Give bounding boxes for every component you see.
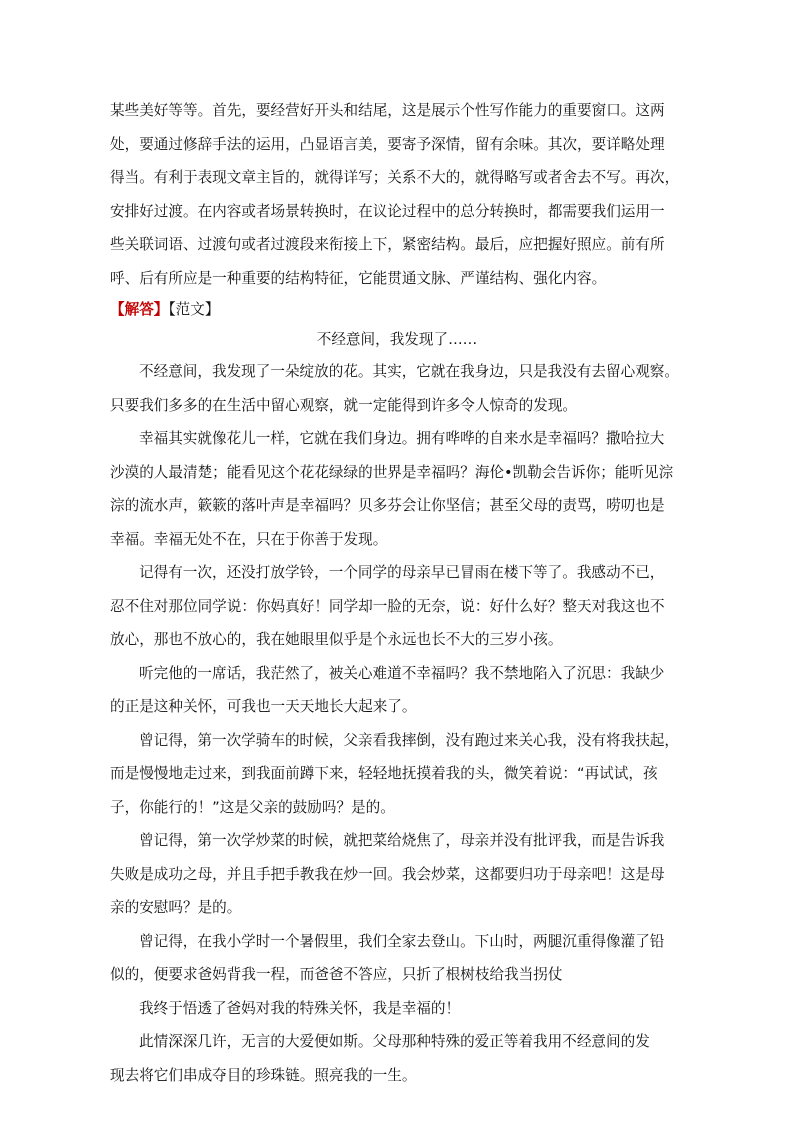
intro-line: 呼、后有所应是一种重要的结构特征，它能贯通文脉、严谨结构、强化内容。 (110, 269, 607, 287)
intro-line: 得当。有利于表现文章主旨的，就得详写；关系不大的，就得略写或者舍去不写。再次， (110, 169, 680, 186)
essay-line: 似的，便要求爸妈背我一程，而爸爸不答应，只折了根树枝给我当拐仗 (110, 966, 563, 983)
sample-essay-label: 【范文】 (168, 301, 220, 318)
essay-title: 不经意间，我发现了…… (316, 331, 478, 348)
essay-line: 曾记得，在我小学时一个暑假里，我们全家去登山。下山时，两腿沉重得像灌了铅 (139, 932, 665, 950)
document-page (110, 94, 684, 1092)
answer-label: 【解答】 (110, 301, 169, 318)
answer-heading (110, 295, 684, 325)
essay-line: 曾记得，第一次学骑车的时候，父亲看我摔倒，没有跑过来关心我，没有将我扶起， (139, 731, 679, 749)
essay-line: 此情深深几许，无言的大爱便如斯。父母那种特殊的爱正等着我用不经意间的发 (139, 1033, 650, 1050)
essay-line: 而是慢慢地走过来，到我面前蹲下来，轻轻地抚摸着我的头，微笑着说：“再试试，孩 (110, 765, 658, 782)
essay-line: 亲的安慰吗？是的。 (110, 899, 242, 916)
essay-line: 只要我们多多的在生活中留心观察，就一定能得到许多令人惊奇的发现。 (110, 396, 578, 414)
essay-line: 放心，那也不放心的，我在她眼里似乎是个永远也长不大的三岁小孩。 (110, 631, 563, 648)
essay-line: 记得有一次，还没打放学铃，一个同学的母亲早已冒雨在楼下等了。我感动不已， (139, 564, 665, 581)
essay-line: 听完他的一席话，我茫然了，被关心难道不幸福吗？我不禁地陷入了沉思：我缺少 (139, 664, 665, 682)
essay-line: 子，你能行的！”这是父亲的鼓励吗？是的。 (110, 798, 395, 816)
intro-line: 某些美好等等。首先，要经营好开头和结尾，这是展示个性写作能力的重要窗口。这两 (110, 102, 665, 119)
essay-line: 不经意间，我发现了一朵绽放的花。其实，它就在我身边，只是我没有去留心观察。 (139, 363, 679, 380)
essay-line: 淙的流水声，簌簌的落叶声是幸福吗？贝多芬会让你坚信；甚至父母的责骂，唠叨也是 (110, 497, 665, 514)
essay-line: 的正是这种关怀，可我也一天天地长大起来了。 (110, 698, 417, 715)
essay-line: 忍不住对那位同学说：你妈真好！同学却一脸的无奈，说：好什么好？整天对我这也不 (110, 597, 665, 615)
essay-line: 我终于悟透了爸妈对我的特殊关怀，我是幸福的！ (139, 999, 461, 1017)
essay-line: 幸福其实就像花儿一样，它就在我们身边。拥有哗哗的自来水是幸福吗？撒哈拉大 (139, 430, 665, 447)
intro-line: 些关联词语、过渡句或者过渡段来衔接上下，紧密结构。最后，应把握好照应。前有所 (110, 236, 665, 253)
essay-line: 曾记得，第一次学炒菜的时候，就把菜给烧焦了，母亲并没有批评我，而是告诉我 (139, 832, 665, 849)
essay-line: 失败是成功之母，并且手把手教我在炒一回。我会炒菜，这都要归功于母亲吧！这是母 (110, 865, 665, 883)
essay-body (110, 355, 684, 1092)
essay-line: 幸福。幸福无处不在，只在于你善于发现。 (110, 530, 388, 548)
intro-line: 处，要通过修辞手法的运用，凸显语言美，要寄予深情，留有余味。其次，要详略处理 (110, 135, 665, 153)
intro-paragraph (110, 94, 684, 295)
intro-line: 安排好过渡。在内容或者场景转换时，在议论过程中的总分转换时，都需要我们运用一 (110, 202, 665, 220)
essay-line: 沙漠的人最清楚；能看见这个花花绿绿的世界是幸福吗？海伦•凯勒会告诉你；能听见淙 (110, 463, 674, 481)
essay-line: 现去将它们串成夺目的珍珠链。照亮我的一生。 (110, 1066, 417, 1084)
